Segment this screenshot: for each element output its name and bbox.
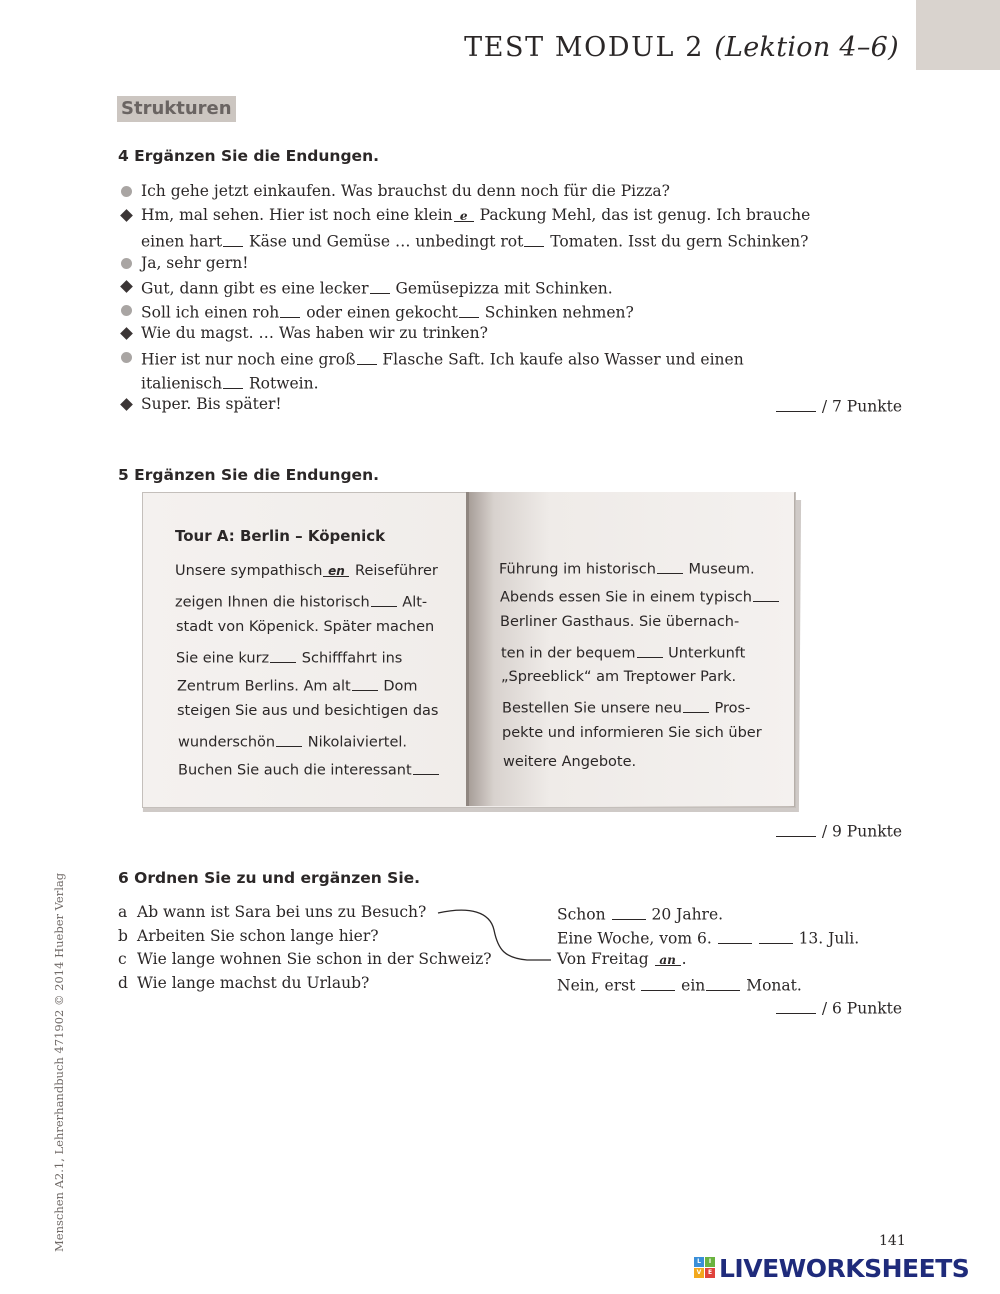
corner-tab xyxy=(916,0,1000,70)
brochure-line: wunderschön Nikolaiviertel. xyxy=(178,731,407,751)
question-item: c Wie lange wohnen Sie schon in der Schweiz? xyxy=(118,950,492,968)
brochure-line: „Spreeblick“ am Treptower Park. xyxy=(501,669,737,685)
dialog-line: Hier ist nur noch eine groß Flasche Saft. Ich kaufe also Wasser und einen xyxy=(141,348,744,369)
answer-item: Eine Woche, vom 6. 13. Juli. xyxy=(557,927,859,948)
score-input[interactable] xyxy=(776,395,816,412)
question-letter: c xyxy=(118,950,127,968)
brochure-line: Buchen Sie auch die interessant xyxy=(178,759,440,779)
brochure-line: Sie eine kurz Schifffahrt ins xyxy=(176,647,402,667)
question-item: b Arbeiten Sie schon lange hier? xyxy=(118,927,379,945)
dialog-line: Soll ich einen roh oder einen gekocht Schinken nehmen? xyxy=(141,301,634,322)
dialog-line: Wie du magst. … Was haben wir zu trinken? xyxy=(141,324,488,342)
question-letter: b xyxy=(118,927,128,945)
bullet-diamond-icon xyxy=(120,398,133,411)
exercise-6-title: 6 Ordnen Sie zu und ergänzen Sie. xyxy=(118,869,421,887)
dialog-line: Ja, sehr gern! xyxy=(141,254,249,272)
gap-input[interactable] xyxy=(637,642,663,658)
page-subtitle: (Lektion 4–6) xyxy=(714,32,899,63)
gap-input[interactable] xyxy=(413,759,439,775)
gap-input[interactable] xyxy=(759,927,793,944)
score-input[interactable] xyxy=(776,820,816,837)
brochure-title: Tour A: Berlin – Köpenick xyxy=(175,527,386,545)
bullet-dot-icon xyxy=(121,258,132,269)
score-line: / 6 Punkte xyxy=(775,997,902,1018)
gap-filled[interactable]: e xyxy=(454,209,474,222)
answer-item: Von Freitag an . xyxy=(557,950,687,968)
liveworksheets-logo-icon: L I V E xyxy=(694,1257,716,1279)
gap-input[interactable] xyxy=(706,974,740,991)
exercise-4-title: 4 Ergänzen Sie die Endungen. xyxy=(118,147,379,165)
watermark-text: LIVEWORKSHEETS xyxy=(719,1253,970,1283)
brochure-line: zeigen Ihnen die historisch Alt- xyxy=(175,591,427,611)
gap-input[interactable] xyxy=(223,230,243,247)
brochure-line: Bestellen Sie unsere neu Pros- xyxy=(502,697,750,717)
gap-filled[interactable]: en xyxy=(323,564,349,577)
dialog-line: Gut, dann gibt es eine lecker Gemüsepizza mit Schinken. xyxy=(141,277,613,298)
brochure-line: ten in der bequem Unterkunft xyxy=(501,642,745,662)
brochure-line: stadt von Köpenick. Später machen xyxy=(176,619,435,635)
bullet-dot-icon xyxy=(121,352,132,363)
bullet-dot-icon xyxy=(121,305,132,316)
brochure-line: Abends essen Sie in einem typisch xyxy=(500,586,780,606)
dialog-line: Hm, mal sehen. Hier ist noch eine klein e Packung Mehl, das ist genug. Ich brauche xyxy=(141,206,811,224)
gap-input[interactable] xyxy=(223,372,243,389)
exercise-5-title: 5 Ergänzen Sie die Endungen. xyxy=(118,466,379,484)
brochure-line: steigen Sie aus und besichtigen das xyxy=(177,703,439,719)
gap-input[interactable] xyxy=(641,974,675,991)
dialog-line: Super. Bis später! xyxy=(141,395,282,413)
gap-input[interactable] xyxy=(276,731,302,747)
dialog-line: Ich gehe jetzt einkaufen. Was brauchst du denn noch für die Pizza? xyxy=(141,182,670,200)
gap-input[interactable] xyxy=(718,927,752,944)
copyright-note: Menschen A2.1, Lehrerhandbuch 471902 © 2014 Hueber Verlag xyxy=(52,872,66,1252)
gap-input[interactable] xyxy=(371,591,397,607)
answer-item: Schon 20 Jahre. xyxy=(557,903,723,924)
brochure-line: Zentrum Berlins. Am alt Dom xyxy=(177,675,418,695)
gap-input[interactable] xyxy=(280,301,300,318)
gap-input[interactable] xyxy=(657,558,683,574)
book-fold xyxy=(466,492,469,806)
page-title: TEST MODUL 2 (Lektion 4–6) xyxy=(464,32,899,63)
gap-input[interactable] xyxy=(612,903,646,920)
dialog-line: einen hart Käse und Gemüse … unbedingt rot Tomaten. Isst du gern Schinken? xyxy=(141,230,808,251)
brochure-line: pekte und informieren Sie sich über xyxy=(502,725,762,741)
gap-input[interactable] xyxy=(683,697,709,713)
gap-input[interactable] xyxy=(357,348,377,365)
gap-input[interactable] xyxy=(270,647,296,663)
gap-input[interactable] xyxy=(352,675,378,691)
section-tag: Strukturen xyxy=(117,96,236,122)
gap-input[interactable] xyxy=(459,301,479,318)
question-item: d Wie lange machst du Urlaub? xyxy=(118,974,370,992)
question-letter: a xyxy=(118,903,128,921)
brochure-line: Berliner Gasthaus. Sie übernach- xyxy=(500,614,740,630)
score-input[interactable] xyxy=(776,997,816,1014)
page-number: 141 xyxy=(879,1233,906,1249)
gap-filled[interactable]: an xyxy=(655,953,681,966)
question-item: a Ab wann ist Sara bei uns zu Besuch? xyxy=(118,903,427,921)
bullet-diamond-icon xyxy=(120,327,133,340)
bullet-diamond-icon xyxy=(120,209,133,222)
score-line: / 7 Punkte xyxy=(775,395,902,416)
brochure-line: weitere Angebote. xyxy=(503,754,637,770)
question-letter: d xyxy=(118,974,128,992)
score-line: / 9 Punkte xyxy=(775,820,902,841)
dialog-line: italienisch Rotwein. xyxy=(141,372,319,393)
answer-item: Nein, erst ein Monat. xyxy=(557,974,802,995)
bullet-diamond-icon xyxy=(120,280,133,293)
brochure-line: Unsere sympathisch en Reiseführer xyxy=(175,563,438,579)
brochure-line: Führung im historisch Museum. xyxy=(499,558,755,578)
gap-input[interactable] xyxy=(524,230,544,247)
gap-input[interactable] xyxy=(370,277,390,294)
bullet-dot-icon xyxy=(121,186,132,197)
gap-input[interactable] xyxy=(753,586,779,602)
liveworksheets-watermark xyxy=(694,1254,969,1282)
